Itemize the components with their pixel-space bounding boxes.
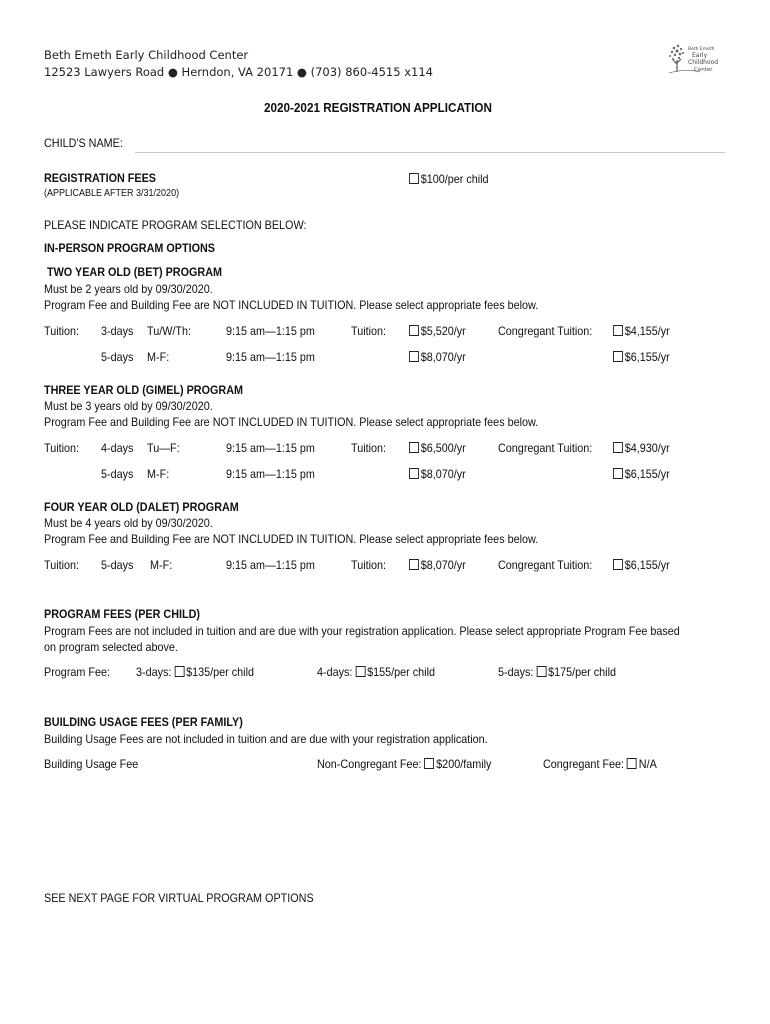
program-fees-text-line1: Program Fees are not included in tuition and are due with your registration application. Please select appropriate Program Fee based: [44, 624, 680, 638]
checkbox-icon: [409, 173, 419, 184]
congregant-tuition-option[interactable]: $4,155/yr: [613, 324, 670, 338]
program-fees-heading: PROGRAM FEES (PER CHILD): [44, 607, 201, 621]
next-page-note: SEE NEXT PAGE FOR VIRTUAL PROGRAM OPTIONS: [44, 891, 314, 905]
congregant-tuition-option[interactable]: $6,155/yr: [613, 467, 670, 481]
program-fee-5days-option[interactable]: 5-days: $175/per child: [498, 665, 616, 679]
row-label: Tuition:: [44, 441, 80, 455]
logo-text-line3: Childhood: [688, 59, 719, 66]
checkbox-icon: [409, 468, 419, 479]
program-fees-text-line2: on program selected above.: [44, 640, 178, 654]
registration-note: (APPLICABLE AFTER 3/31/2020): [44, 188, 180, 199]
checkbox-icon: [409, 559, 419, 570]
tuition-option[interactable]: $8,070/yr: [409, 558, 466, 572]
building-fees-text: Building Usage Fees are not included in tuition and are due with your registration application.: [44, 732, 488, 746]
row-congregant-label: Congregant Tuition:: [498, 558, 593, 572]
congregant-tuition-option[interactable]: $6,155/yr: [613, 558, 670, 572]
row-label: Tuition:: [44, 324, 80, 338]
tuition-option[interactable]: $6,500/yr: [409, 441, 466, 455]
checkbox-icon: [424, 758, 434, 769]
row-schedule: M-F:: [150, 558, 173, 572]
row-time: 9:15 am—1:15 pm: [226, 558, 315, 572]
registration-heading: REGISTRATION FEES: [44, 171, 157, 185]
checkbox-icon: [613, 468, 623, 479]
row-time: 9:15 am—1:15 pm: [226, 441, 315, 455]
checkbox-icon: [409, 351, 419, 362]
row-time: 9:15 am—1:15 pm: [226, 350, 315, 364]
inperson-heading: IN-PERSON PROGRAM OPTIONS: [44, 241, 216, 255]
child-name-field[interactable]: [135, 152, 725, 153]
page-title: 2020-2021 REGISTRATION APPLICATION: [264, 100, 492, 115]
row-time: 9:15 am—1:15 pm: [226, 324, 315, 338]
row-congregant-label: Congregant Tuition:: [498, 441, 593, 455]
child-name-label: CHILD'S NAME:: [44, 136, 123, 150]
program-fee-4days-option[interactable]: 4-days: $155/per child: [317, 665, 435, 679]
congregant-fee-option[interactable]: Congregant Fee: N/A: [543, 757, 657, 771]
bet-program-heading: TWO YEAR OLD (BET) PROGRAM: [47, 265, 222, 279]
non-congregant-fee-option[interactable]: Non-Congregant Fee: $200/family: [317, 757, 492, 771]
checkbox-icon: [174, 666, 184, 677]
logo-text-line1: Beth Emeth: [688, 47, 715, 52]
bet-age-requirement: Must be 2 years old by 09/30/2020.: [44, 282, 213, 296]
row-tuition-label: Tuition:: [351, 324, 387, 338]
building-usage-fee-label: Building Usage Fee: [44, 757, 139, 771]
gimel-age-requirement: Must be 3 years old by 09/30/2020.: [44, 399, 213, 413]
tuition-option[interactable]: $8,070/yr: [409, 467, 466, 481]
row-schedule: M-F:: [147, 467, 170, 481]
congregant-tuition-option[interactable]: $4,930/yr: [613, 441, 670, 455]
checkbox-icon: [409, 325, 419, 336]
dalet-age-requirement: Must be 4 years old by 09/30/2020.: [44, 516, 213, 530]
row-days: 3-days: [101, 324, 134, 338]
row-days: 4-days: [101, 441, 134, 455]
registration-fee-option[interactable]: $100/per child: [409, 172, 489, 186]
checkbox-icon: [613, 351, 623, 362]
gimel-program-heading: THREE YEAR OLD (GIMEL) PROGRAM: [44, 383, 244, 397]
row-schedule: M-F:: [147, 350, 170, 364]
checkbox-icon: [613, 442, 623, 453]
gimel-fee-note: Program Fee and Building Fee are NOT INCLUDED IN TUITION. Please select appropriate fees below.: [44, 415, 539, 429]
org-address: 12523 Lawyers Road ● Herndon, VA 20171 ● (703) 860-4515 x114: [44, 65, 433, 79]
checkbox-icon: [627, 758, 637, 769]
logo-text-line4: Center: [694, 67, 713, 73]
program-selection-instruction: PLEASE INDICATE PROGRAM SELECTION BELOW:: [44, 218, 307, 232]
program-fee-label: Program Fee:: [44, 665, 111, 679]
bet-fee-note: Program Fee and Building Fee are NOT INCLUDED IN TUITION. Please select appropriate fees below.: [44, 298, 539, 312]
tuition-option[interactable]: $8,070/yr: [409, 350, 466, 364]
dalet-fee-note: Program Fee and Building Fee are NOT INCLUDED IN TUITION. Please select appropriate fees below.: [44, 532, 539, 546]
row-days: 5-days: [101, 558, 134, 572]
checkbox-icon: [536, 666, 546, 677]
school-logo: [666, 42, 728, 76]
row-tuition-label: Tuition:: [351, 558, 387, 572]
program-fee-3days-option[interactable]: 3-days: $135/per child: [136, 665, 254, 679]
checkbox-icon: [613, 325, 623, 336]
row-schedule: Tu/W/Th:: [147, 324, 192, 338]
dalet-program-heading: FOUR YEAR OLD (DALET) PROGRAM: [44, 500, 239, 514]
congregant-tuition-option[interactable]: $6,155/yr: [613, 350, 670, 364]
row-label: Tuition:: [44, 558, 80, 572]
checkbox-icon: [409, 442, 419, 453]
checkbox-icon: [355, 666, 365, 677]
row-tuition-label: Tuition:: [351, 441, 387, 455]
building-fees-heading: BUILDING USAGE FEES (PER FAMILY): [44, 715, 243, 729]
row-days: 5-days: [101, 350, 134, 364]
tuition-option[interactable]: $5,520/yr: [409, 324, 466, 338]
row-days: 5-days: [101, 467, 134, 481]
row-time: 9:15 am—1:15 pm: [226, 467, 315, 481]
logo-text-line2: Early: [692, 52, 708, 59]
org-name: Beth Emeth Early Childhood Center: [44, 48, 249, 62]
checkbox-icon: [613, 559, 623, 570]
row-congregant-label: Congregant Tuition:: [498, 324, 593, 338]
row-schedule: Tu—F:: [147, 441, 180, 455]
